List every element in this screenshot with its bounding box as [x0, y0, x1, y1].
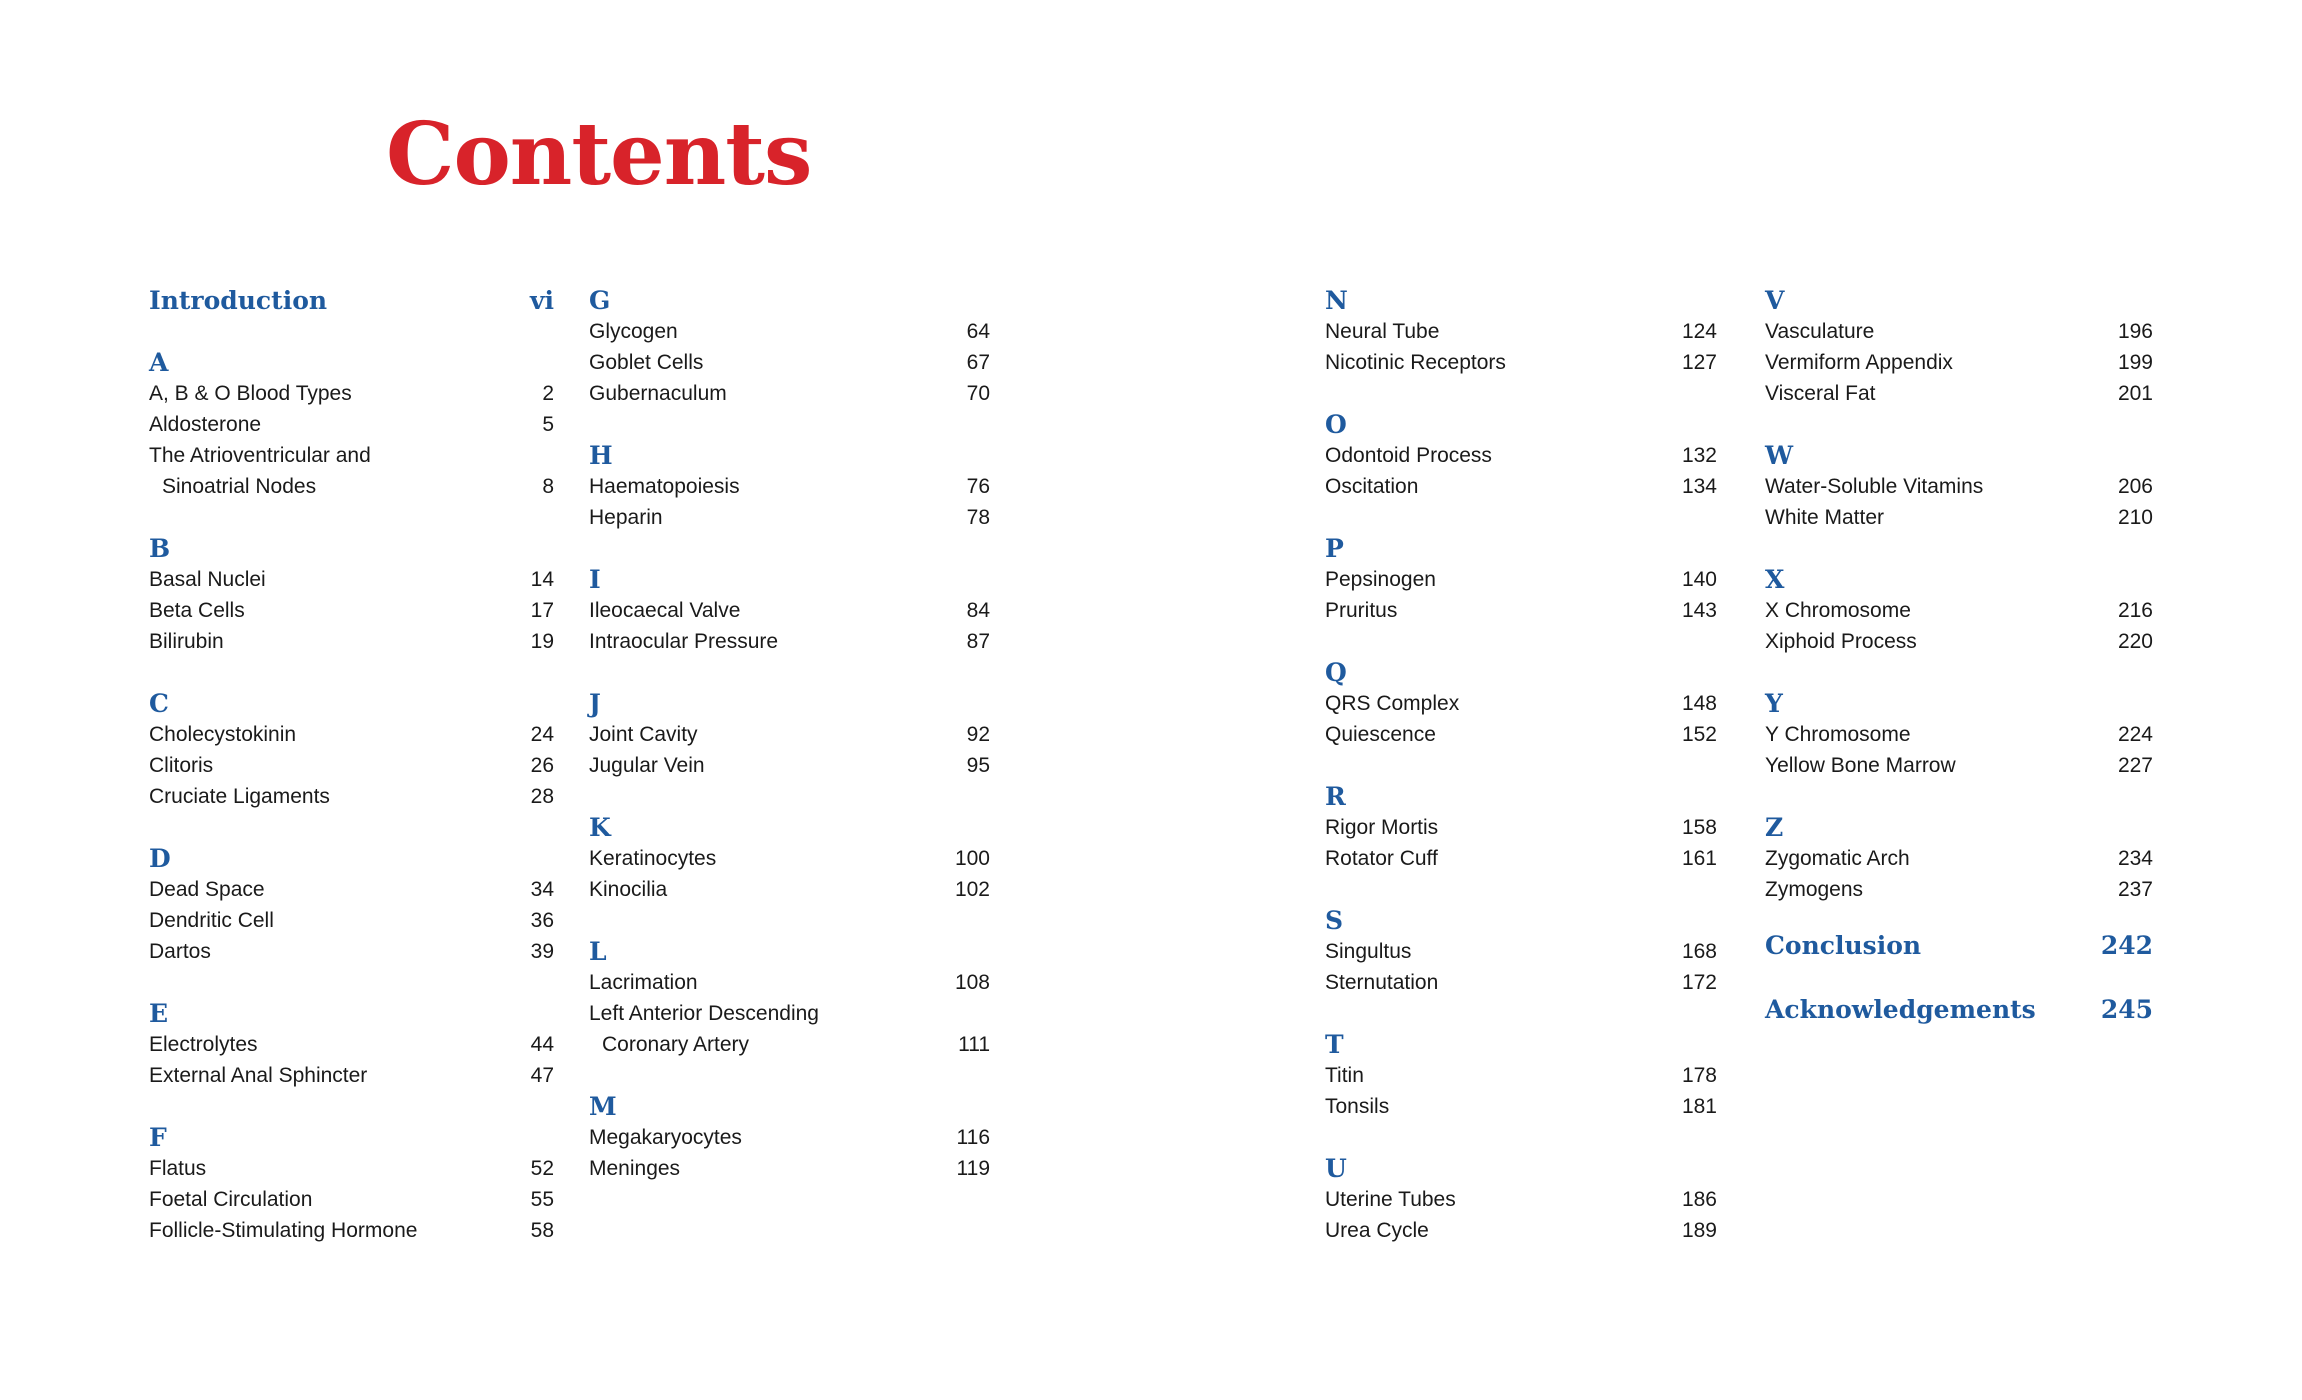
toc-entry[interactable] — [589, 1122, 990, 1153]
section-i — [589, 564, 990, 657]
section-letter: M — [589, 1092, 617, 1121]
section-w — [1765, 440, 2153, 533]
toc-entry[interactable] — [589, 471, 990, 502]
section-letter: B — [149, 534, 171, 563]
toc-entry[interactable] — [1325, 936, 1717, 967]
toc-entry[interactable] — [589, 998, 990, 1060]
section-letter: V — [1765, 286, 1785, 315]
entry-label: Cruciate Ligaments — [149, 785, 330, 808]
toc-entry-introduction[interactable] — [149, 285, 554, 316]
toc-entry[interactable] — [589, 347, 990, 378]
toc-entry[interactable] — [1765, 750, 2153, 781]
entry-page: 87 — [966, 630, 990, 653]
entry-page: 44 — [530, 1033, 554, 1056]
entry-label: Vermiform Appendix — [1765, 351, 1953, 374]
toc-entry[interactable] — [1325, 719, 1717, 750]
entry-label: Joint Cavity — [589, 723, 698, 746]
section-letter: D — [149, 844, 171, 873]
entry-page: 111 — [958, 1033, 990, 1056]
entry-page: 152 — [1681, 723, 1717, 746]
entry-label: Acknowledgements — [1765, 995, 2036, 1024]
entry-label: Odontoid Process — [1325, 444, 1492, 467]
entry-label: Yellow Bone Marrow — [1765, 754, 1956, 777]
toc-entry[interactable] — [149, 440, 554, 502]
toc-entry[interactable] — [149, 719, 554, 750]
toc-entry[interactable] — [1325, 564, 1717, 595]
entry-page: 39 — [530, 940, 554, 963]
toc-entry[interactable] — [589, 502, 990, 533]
toc-entry[interactable] — [1325, 1215, 1717, 1246]
entry-page: 119 — [956, 1157, 990, 1180]
toc-entry[interactable] — [149, 1060, 554, 1091]
section-letter: U — [1325, 1154, 1347, 1183]
section-s — [1325, 905, 1717, 998]
entry-page: 17 — [530, 599, 554, 622]
toc-entry[interactable] — [1765, 378, 2153, 409]
section-letter: Y — [1765, 689, 1783, 718]
toc-entry[interactable] — [149, 595, 554, 626]
entry-page: 34 — [530, 878, 554, 901]
entry-label: Introduction — [149, 286, 328, 315]
section-c — [149, 688, 554, 812]
toc-column-4 — [1765, 285, 2153, 1025]
entry-label: Rotator Cuff — [1325, 847, 1438, 870]
entry-label-continued: Coronary Artery — [602, 1033, 750, 1056]
toc-entry[interactable] — [1325, 595, 1717, 626]
toc-entry[interactable] — [1325, 967, 1717, 998]
section-y — [1765, 688, 2153, 781]
toc-entry[interactable] — [1765, 595, 2153, 626]
entry-label: Gubernaculum — [589, 382, 727, 405]
entry-label: Dartos — [149, 940, 211, 963]
section-letter: H — [589, 441, 613, 470]
entry-label: Visceral Fat — [1765, 382, 1876, 405]
toc-entry[interactable] — [589, 843, 990, 874]
entry-label: Jugular Vein — [589, 754, 705, 777]
entry-label: Beta Cells — [149, 599, 245, 622]
section-letter: L — [589, 937, 607, 966]
section-e — [149, 998, 554, 1091]
toc-entry[interactable] — [1325, 1184, 1717, 1215]
entry-label: Flatus — [149, 1157, 207, 1180]
entry-page: 116 — [956, 1126, 990, 1149]
entry-page: 124 — [1681, 320, 1717, 343]
entry-label: Keratinocytes — [589, 847, 717, 870]
toc-entry[interactable] — [589, 316, 990, 347]
toc-entry[interactable] — [1325, 812, 1717, 843]
entry-label: External Anal Sphincter — [149, 1064, 368, 1087]
section-letter: J — [589, 689, 601, 718]
entry-label: Megakaryocytes — [589, 1126, 742, 1149]
toc-entry[interactable] — [149, 626, 554, 657]
entry-page: 102 — [954, 878, 990, 901]
entry-page: 70 — [966, 382, 990, 405]
entry-page: 52 — [530, 1157, 554, 1180]
entry-label: Dendritic Cell — [149, 909, 274, 932]
entry-label-continued: Sinoatrial Nodes — [162, 475, 317, 498]
section-m — [589, 1091, 990, 1184]
entry-label: X Chromosome — [1765, 599, 1911, 622]
entry-page: 237 — [2117, 878, 2153, 901]
section-l — [589, 936, 990, 1060]
entry-page: 178 — [1681, 1064, 1717, 1087]
entry-label: Clitoris — [149, 754, 214, 777]
entry-page: 224 — [2117, 723, 2153, 746]
entry-page: 201 — [2117, 382, 2153, 405]
section-u — [1325, 1153, 1717, 1246]
toc-entry[interactable] — [149, 874, 554, 905]
section-letter: E — [149, 999, 169, 1028]
entry-label: Singultus — [1325, 940, 1412, 963]
entry-label: Electrolytes — [149, 1033, 258, 1056]
section-letter: N — [1325, 286, 1348, 315]
toc-entry[interactable] — [1325, 440, 1717, 471]
entry-label: Kinocilia — [589, 878, 668, 901]
toc-entry[interactable] — [1325, 1091, 1717, 1122]
entry-label: Water-Soluble Vitamins — [1765, 475, 1984, 498]
entry-label: Pepsinogen — [1325, 568, 1436, 591]
toc-entry[interactable] — [1325, 688, 1717, 719]
toc-entry[interactable] — [149, 564, 554, 595]
toc-entry[interactable] — [1765, 316, 2153, 347]
entry-page: 172 — [1681, 971, 1717, 994]
entry-page: 206 — [2117, 475, 2153, 498]
entry-label: Basal Nuclei — [149, 568, 266, 591]
entry-page: 76 — [966, 475, 990, 498]
entry-label: Intraocular Pressure — [589, 630, 779, 653]
entry-page: 227 — [2117, 754, 2153, 777]
toc-entry[interactable] — [1325, 471, 1717, 502]
entry-page: 95 — [966, 754, 990, 777]
entry-label: Sternutation — [1325, 971, 1439, 994]
toc-entry[interactable] — [589, 874, 990, 905]
entry-page: 100 — [954, 847, 990, 870]
toc-entry[interactable] — [1325, 1060, 1717, 1091]
entry-label: Xiphoid Process — [1765, 630, 1917, 653]
entry-page: 216 — [2117, 599, 2153, 622]
entry-label: Haematopoiesis — [589, 475, 740, 498]
toc-entry[interactable] — [1765, 471, 2153, 502]
entry-page: 210 — [2117, 506, 2153, 529]
toc-entry[interactable] — [589, 378, 990, 409]
section-letter: F — [149, 1123, 167, 1152]
toc-entry[interactable] — [149, 409, 554, 440]
entry-label: Cholecystokinin — [149, 723, 297, 746]
section-letter: Z — [1765, 813, 1784, 842]
entry-page: 19 — [530, 630, 554, 653]
entry-page: 140 — [1681, 568, 1717, 591]
entry-page: 14 — [530, 568, 554, 591]
toc-column-1 — [149, 285, 554, 1277]
section-h — [589, 440, 990, 533]
toc-entry[interactable] — [149, 750, 554, 781]
page-title: Contents — [386, 104, 812, 205]
toc-entry[interactable] — [149, 781, 554, 812]
entry-label: Y Chromosome — [1765, 723, 1911, 746]
entry-label: Goblet Cells — [589, 351, 704, 374]
toc-entry[interactable] — [1765, 347, 2153, 378]
section-letter: I — [589, 565, 601, 594]
entry-label: Neural Tube — [1325, 320, 1440, 343]
toc-entry[interactable] — [1765, 626, 2153, 657]
section-j — [589, 688, 990, 781]
entry-page: 8 — [542, 475, 554, 498]
entry-page: 108 — [954, 971, 990, 994]
entry-label: Foetal Circulation — [149, 1188, 313, 1211]
toc-entry[interactable] — [1325, 347, 1717, 378]
toc-entry[interactable] — [589, 1153, 990, 1184]
section-z — [1765, 812, 2153, 905]
entry-label: Follicle-Stimulating Hormone — [149, 1219, 418, 1242]
entry-page: 2 — [542, 382, 554, 405]
section-v — [1765, 285, 2153, 409]
toc-entry[interactable] — [149, 1029, 554, 1060]
entry-label: Left Anterior Descending — [589, 1002, 819, 1025]
entry-page: 143 — [1681, 599, 1717, 622]
toc-entry[interactable] — [1325, 843, 1717, 874]
entry-label: Titin — [1325, 1064, 1364, 1087]
entry-page: 189 — [1681, 1219, 1717, 1242]
entry-label: Dead Space — [149, 878, 265, 901]
entry-page: 84 — [966, 599, 990, 622]
section-b — [149, 533, 554, 657]
entry-page: 55 — [530, 1188, 554, 1211]
entry-label: Aldosterone — [149, 413, 262, 436]
entry-label: Quiescence — [1325, 723, 1436, 746]
toc-entry-conclusion[interactable] — [1765, 930, 2153, 961]
section-g — [589, 285, 990, 409]
section-letter: X — [1765, 565, 1785, 594]
entry-page: 64 — [966, 320, 990, 343]
entry-label: The Atrioventricular and — [149, 444, 371, 467]
toc-entry[interactable] — [589, 750, 990, 781]
entry-page: 26 — [530, 754, 554, 777]
section-f — [149, 1122, 554, 1246]
toc-entry[interactable] — [1765, 502, 2153, 533]
entry-page: 36 — [530, 909, 554, 932]
section-letter: G — [589, 286, 611, 315]
entry-page: 47 — [530, 1064, 554, 1087]
entry-page: 78 — [966, 506, 990, 529]
entry-label: Heparin — [589, 506, 663, 529]
section-letter: K — [589, 813, 611, 842]
entry-label: Rigor Mortis — [1325, 816, 1439, 839]
entry-page: 92 — [966, 723, 990, 746]
entry-label: Pruritus — [1325, 599, 1398, 622]
entry-page: 242 — [2100, 931, 2153, 960]
entry-label: Ileocaecal Valve — [589, 599, 741, 622]
section-letter: T — [1325, 1030, 1344, 1059]
entry-label: Conclusion — [1765, 931, 1922, 960]
entry-label: Tonsils — [1325, 1095, 1390, 1118]
entry-label: Oscitation — [1325, 475, 1419, 498]
toc-entry[interactable] — [149, 936, 554, 967]
toc-entry[interactable] — [149, 378, 554, 409]
section-q — [1325, 657, 1717, 750]
entry-label: Lacrimation — [589, 971, 698, 994]
section-r — [1325, 781, 1717, 874]
entry-page: 58 — [530, 1219, 554, 1242]
toc-entry-acknowledgements[interactable] — [1765, 994, 2153, 1025]
entry-page: 234 — [2117, 847, 2153, 870]
section-letter: S — [1325, 906, 1344, 935]
section-letter: C — [149, 689, 169, 718]
entry-label: Glycogen — [589, 320, 678, 343]
entry-page: 5 — [542, 413, 554, 436]
entry-label: A, B & O Blood Types — [149, 382, 352, 405]
toc-entry[interactable] — [149, 1184, 554, 1215]
toc-entry[interactable] — [1325, 316, 1717, 347]
toc-entry[interactable] — [149, 1153, 554, 1184]
entry-page: 199 — [2117, 351, 2153, 374]
toc-column-3 — [1325, 285, 1717, 1277]
entry-page: 220 — [2117, 630, 2153, 653]
toc-column-2 — [589, 285, 990, 1215]
section-letter: R — [1325, 782, 1346, 811]
toc-entry[interactable] — [1765, 843, 2153, 874]
entry-label: QRS Complex — [1325, 692, 1460, 715]
toc-entry[interactable] — [589, 595, 990, 626]
entry-page: 148 — [1681, 692, 1717, 715]
section-letter: W — [1765, 441, 1794, 470]
section-d — [149, 843, 554, 967]
entry-page: 127 — [1681, 351, 1717, 374]
toc-entry[interactable] — [149, 905, 554, 936]
toc-entry[interactable] — [149, 1215, 554, 1246]
entry-label: Zymogens — [1765, 878, 1864, 901]
entry-label: Uterine Tubes — [1325, 1188, 1456, 1211]
entry-page: 28 — [530, 785, 554, 808]
entry-page: 181 — [1681, 1095, 1717, 1118]
section-k — [589, 812, 990, 905]
section-n — [1325, 285, 1717, 378]
toc-entry[interactable] — [589, 967, 990, 998]
section-letter: Q — [1325, 658, 1347, 687]
entry-label: Zygomatic Arch — [1765, 847, 1910, 870]
entry-page: 134 — [1681, 475, 1717, 498]
entry-page: 67 — [966, 351, 990, 374]
section-x — [1765, 564, 2153, 657]
toc-entry[interactable] — [1765, 719, 2153, 750]
entry-page: 168 — [1681, 940, 1717, 963]
section-o — [1325, 409, 1717, 502]
entry-page: 245 — [2100, 995, 2153, 1024]
section-letter: O — [1325, 410, 1347, 439]
section-letter: P — [1325, 534, 1344, 563]
entry-label: Nicotinic Receptors — [1325, 351, 1506, 374]
entry-label: Meninges — [589, 1157, 681, 1180]
entry-page: vi — [529, 286, 554, 315]
section-p — [1325, 533, 1717, 626]
entry-page: 196 — [2117, 320, 2153, 343]
entry-page: 24 — [530, 723, 554, 746]
section-t — [1325, 1029, 1717, 1122]
entry-label: Urea Cycle — [1325, 1219, 1429, 1242]
entry-page: 132 — [1681, 444, 1717, 467]
entry-page: 158 — [1681, 816, 1717, 839]
entry-label: Vasculature — [1765, 320, 1875, 343]
toc-entry[interactable] — [589, 626, 990, 657]
entry-page: 186 — [1681, 1188, 1717, 1211]
toc-entry[interactable] — [1765, 874, 2153, 905]
section-a — [149, 347, 554, 502]
entry-label: Bilirubin — [149, 630, 224, 653]
entry-label: White Matter — [1765, 506, 1885, 529]
entry-page: 161 — [1681, 847, 1717, 870]
toc-entry[interactable] — [589, 719, 990, 750]
section-letter: A — [149, 348, 169, 377]
